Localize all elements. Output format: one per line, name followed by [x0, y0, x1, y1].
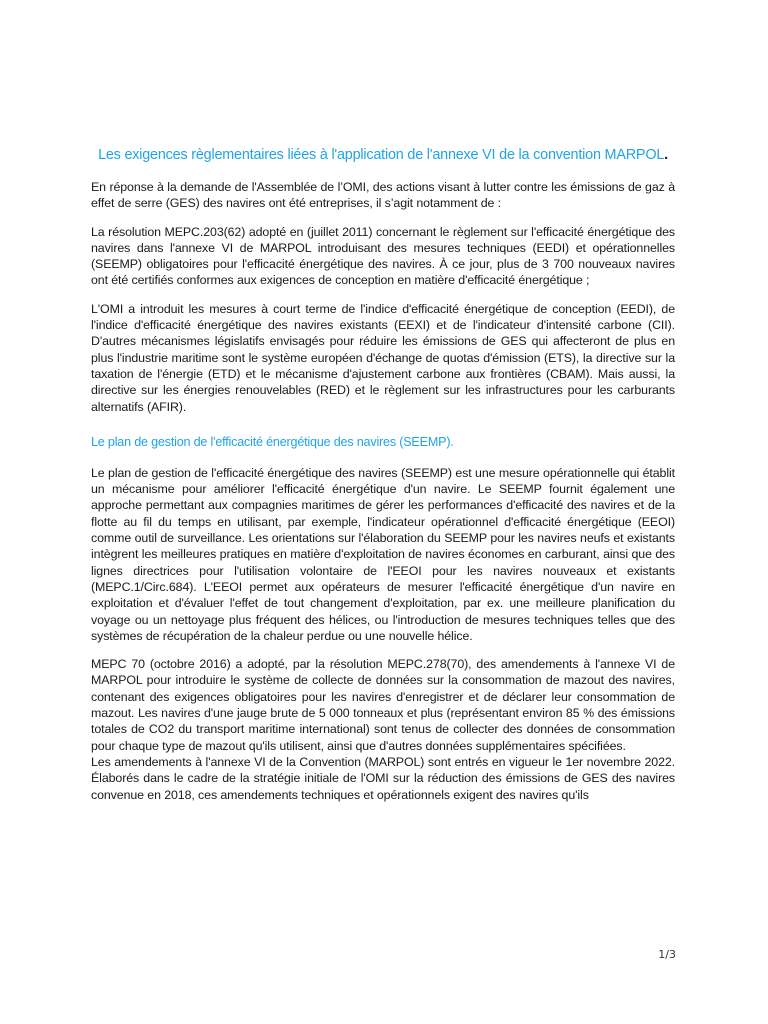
section-heading-seemp: Le plan de gestion de l'efficacité énergétique des navires (SEEMP). [91, 434, 454, 449]
document-body [91, 146, 675, 803]
paragraph-amendments-2022: Les amendements à l'annexe VI de la Convention (MARPOL) sont entrés en vigueur le 1er novembre 2022. Élaborés dans le cadre de la stratégie initiale de l'OMI sur la réduction des émissions de GES des navires convenue en 2018, ces amendements techniques et opérationnels exigent des navires qu'ils [91, 754, 675, 802]
paragraph-short-term-measures: L'OMI a introduit les mesures à court terme de l'indice d'efficacité énergétique de conception (EEDI), de l'indice d'efficacité énergétique des navires existants (EEXI) et de l'indicateur d'intensité carbone (CII). D'autres mécanismes législatifs envisagés pour réduire les émissions de GES qui affecteront de plus en plus l'industrie maritime sont le système européen d'échange de quotas d'émission (ETS), la directive sur la taxation de l'énergie (ETD) et le mécanisme d'ajustement carbone aux frontières (CBAM). Mais aussi, la directive sur les énergies renouvelables (RED) et le règlement sur les infrastructures pour les carburants alternatifs (AFIR). [91, 301, 675, 414]
document-title [91, 146, 675, 165]
intro-paragraph: En réponse à la demande de l'Assemblée de l’OMI, des actions visant à lutter contre les émissions de gaz à effet de serre (GES) des navires ont été entreprises, il s’agit notamment de : [91, 180, 675, 211]
paragraph-mepc-70: MEPC 70 (octobre 2016) a adopté, par la résolution MEPC.278(70), des amendements à l'annexe VI de MARPOL pour introduire le système de collecte de données sur la consommation de mazout des navires, contenant des exigences obligatoires pour les navires d'enregistrer et de déclarer leur consommation de mazout. Les navires d'une jauge brute de 5 000 tonneaux et plus (représentant environ 85 % des émissions totales de CO2 du transport maritime international) sont tenus de collecter des données de consommation pour chaque type de mazout qu'ils utilisent, ainsi que d'autres données supplémentaires spécifiées. [91, 657, 675, 753]
paragraph-mepc-203: La résolution MEPC.203(62) adopté en (juillet 2011) concernant le règlement sur l'efficacité énergétique des navires dans l'annexe VI de MARPOL introduisant des mesures techniques (EEDI) et opérationnelles (SEEMP) obligatoires pour l'efficacité énergétique des navires. À ce jour, plus de 3 700 nouveaux navires ont été certifiés conformes aux exigences de conception en matière d'efficacité énergétique ; [91, 224, 675, 288]
title-text: Les exigences règlementaires liées à l'application de l'annexe VI de la convention MARPOL [98, 147, 665, 163]
title-period: . [664, 147, 668, 163]
paragraph-seemp: Le plan de gestion de l'efficacité énergétique des navires (SEEMP) est une mesure opérationnelle qui établit un mécanisme pour améliorer l'efficacité énergétique d'un navire. Le SEEMP fournit également une approche permettant aux compagnies maritimes de gérer les performances d'efficacité des navires et de la flotte au fil du temps en utilisant, par exemple, l'indicateur opérationnel d'efficacité énergétique (EEOI) comme outil de surveillance. Les orientations sur l'élaboration du SEEMP pour les navires neufs et existants intègrent les meilleures pratiques en matière d'exploitation de navires économes en carburant, ainsi que des lignes directrices pour l'utilisation volontaire de l'EEOI pour les navires nouveaux et existants (MEPC.1/Circ.684). L'EEOI permet aux opérateurs de mesurer l'efficacité énergétique d'un navire en exploitation et d'évaluer l'effet de tout changement d'exploitation, par ex. une meilleure planification du voyage ou un nettoyage plus fréquent des hélices, ou l'introduction de mesures techniques telles que des systèmes de récupération de la chaleur perdue ou une nouvelle hélice. [91, 465, 675, 643]
page-number: 1/3 [658, 948, 676, 961]
